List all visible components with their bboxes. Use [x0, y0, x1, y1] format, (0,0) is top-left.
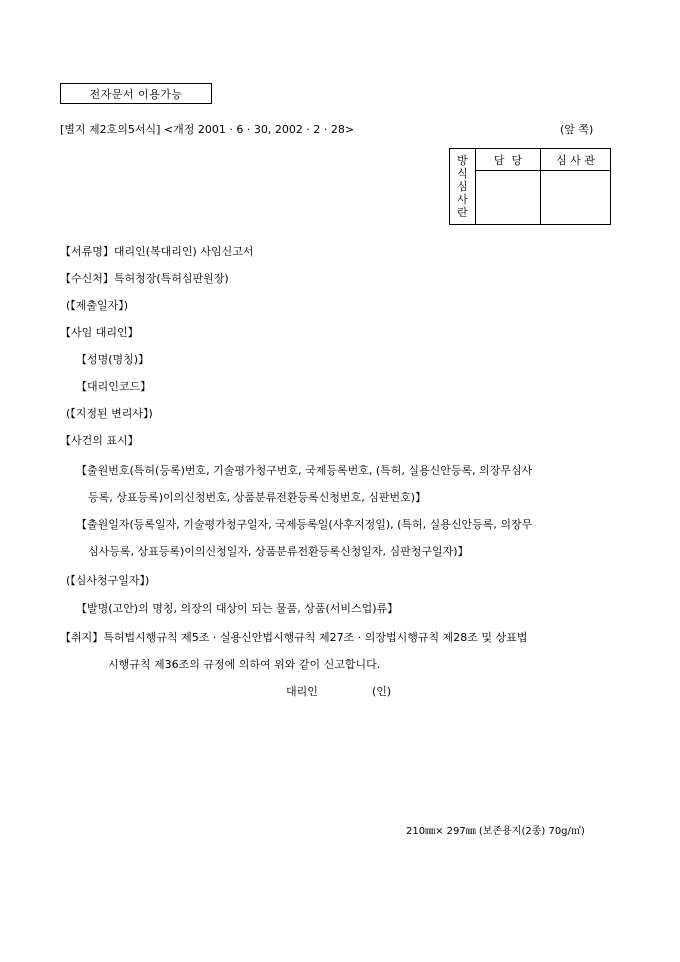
- approval-side-char: 란: [457, 206, 468, 219]
- application-number-line: 【출원번호(특허(등록)번호, 기술평가청구번호, 국제등록번호, (특허, 실용신안등록, 의장무심사: [76, 464, 533, 477]
- approval-examiner-cell: [541, 171, 611, 225]
- electronic-document-label: 전자문서 이용가능: [60, 83, 212, 104]
- signature-agent-label: 대리인: [286, 685, 318, 698]
- approval-side-char: 방: [457, 154, 468, 167]
- document-name-line: 【서류명】대리인(복대리인) 사임신고서: [60, 245, 254, 258]
- signature-seal-label: (인): [372, 685, 392, 698]
- application-date-line-cont: 심사등록, 상표등록)이의신청일자, 상품분류전환등록신청일자, 심판청구일자)】: [88, 545, 469, 558]
- approval-side-char: 사: [457, 193, 468, 206]
- form-reference: [별지 제2호의5서식] <개정 2001 · 6 · 30, 2002 · 2 · 28>: [60, 123, 355, 136]
- page-side-label: (앞 쪽): [560, 123, 594, 136]
- recipient-line: 【수신처】특허청장(특허심판원장): [60, 272, 229, 285]
- approval-side-char: 식: [457, 167, 468, 180]
- purpose-line: 【취지】특허법시행규칙 제5조 · 실용신안법시행규칙 제27조 · 의장법시행규칙 제28조 및 상표법: [60, 631, 528, 644]
- approval-officer-cell: [476, 171, 541, 225]
- approval-col-examiner: 심 사 관: [541, 149, 611, 171]
- invention-title-line: 【발명(고안)의 명칭, 의장의 대상이 되는 물품, 상품(서비스업)류】: [76, 602, 399, 615]
- approval-side-char: 심: [457, 180, 468, 193]
- purpose-line-cont: 시행규칙 제36조의 규정에 의하여 위와 같이 신고합니다.: [108, 658, 381, 671]
- paper-spec-footer: 210㎜× 297㎜ (보존용지(2종) 70g/㎡): [406, 826, 585, 837]
- application-date-line: 【출원일자(등록일자, 기술평가청구일자, 국제등록일(사후지정일), (특허, 실용신안등록, 의장무: [76, 518, 533, 531]
- approval-side-label: [450, 149, 476, 225]
- designated-attorney-line: (【지정된 변리사】): [66, 407, 153, 420]
- application-number-line-cont: 등록, 상표등록)이의신청번호, 상품분류전환등록신청번호, 심판번호)】: [88, 491, 427, 504]
- case-indication-line: 【사건의 표시】: [60, 434, 139, 447]
- agent-code-line: 【대리인코드】: [76, 380, 152, 393]
- approval-col-officer: 담 당: [476, 149, 541, 171]
- submission-date-line: (【제출일자】): [66, 299, 129, 312]
- agent-name-line: 【성명(명칭)】: [76, 353, 150, 366]
- examination-request-date-line: (【심사청구일자】): [66, 574, 150, 587]
- approval-box: [449, 148, 611, 225]
- resigning-agent-line: 【사임 대리인】: [60, 326, 139, 339]
